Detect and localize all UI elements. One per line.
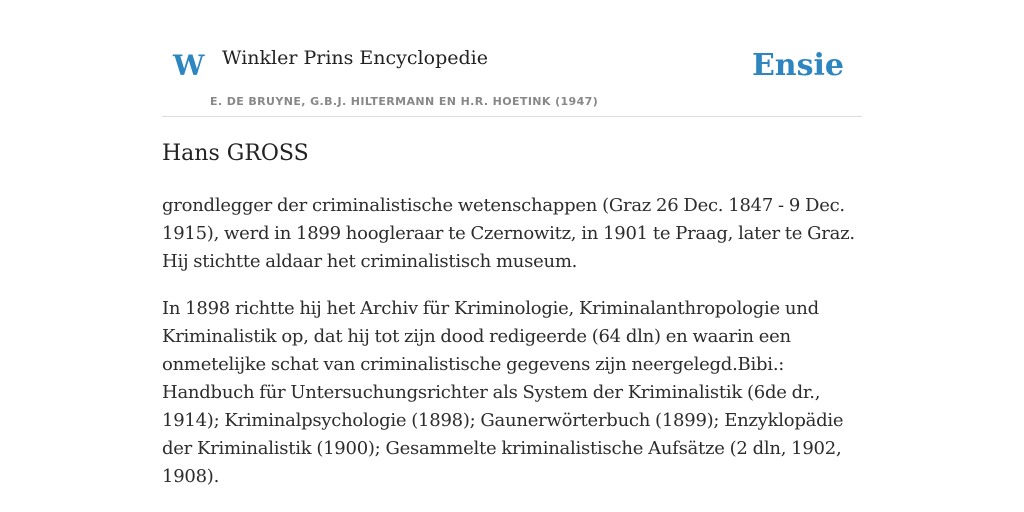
ensie-logo-link[interactable]: Ensie — [751, 48, 844, 83]
site-header — [162, 0, 862, 117]
article-paragraph: In 1898 richtte hij het Archiv für Kriminologie, Kriminalanthropologie und Kriminalistik op, dat hij tot zijn dood redigeerde (64 dln) en waarin een onmetelijke schat van criminalistische gegevens zijn neergelegd.Bibi.: Handbuch für Untersuchungsrichter als System der Kriminalistik (6de dr., 1914); Kriminalpsychologie (1898); Gaunerwörterbuch (1899); Enzyklopädie der Kriminalistik (1900); Gesammelte kriminalistische Aufsätze (2 dln, 1902, 1908). — [162, 298, 844, 487]
article-title: Hans GROSS — [162, 141, 309, 166]
encyclopedia-authors: E. DE BRUYNE, G.B.J. HILTERMANN EN H.R. HOETINK (1947) — [210, 95, 599, 108]
encyclopedia-logo[interactable]: W — [173, 49, 205, 82]
article-paragraph: grondlegger der criminalistische wetenschappen (Graz 26 Dec. 1847 - 9 Dec. 1915), werd in 1899 hoogleraar te Czernowitz, in 1901 te Praag, later te Graz. Hij stichtte aldaar het criminalistisch museum. — [162, 195, 855, 272]
article-body — [162, 192, 862, 510]
page-container — [162, 0, 862, 512]
encyclopedia-title[interactable]: Winkler Prins Encyclopedie — [222, 47, 488, 69]
